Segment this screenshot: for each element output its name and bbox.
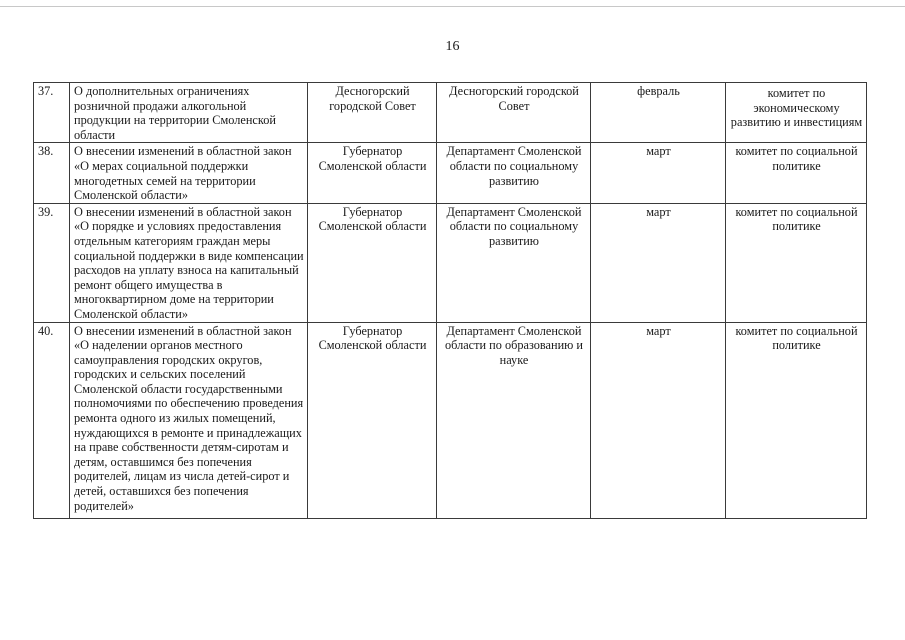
table-row (34, 322, 867, 518)
row-number: 38. (34, 143, 70, 203)
bill-title: О внесении изменений в областной закон «О наделении органов местного самоуправления городских округов, городских и сельских поселений Смоленской области государственными полномочиями по обеспечению проведения ремонта одного из жилых помещений, нуждающихся в ремонте и принадлежащих на праве собственности детям-сиротам и детям, оставшимся без попечения родителей, лицам из числа детей-сирот и детей, оставшихся без попечения родителей» (70, 322, 308, 518)
term-cell: февраль (591, 83, 726, 143)
committee-cell: комитет по социальной политике (726, 143, 867, 203)
row-number: 37. (34, 83, 70, 143)
row-number: 39. (34, 203, 70, 322)
committee-cell (726, 83, 867, 143)
term-cell: март (591, 322, 726, 518)
committee-cell: комитет по социальной политике (726, 322, 867, 518)
bill-title: О внесении изменений в областной закон «О порядке и условиях предоставления отдельным категориям граждан меры социальной поддержки в виде компенсации расходов на уплату взноса на капитальный ремонт общего имущества в многоквартирном доме на территории Смоленской области» (70, 203, 308, 322)
term-cell: март (591, 143, 726, 203)
committee-cell: комитет по социальной политике (726, 203, 867, 322)
row-number: 40. (34, 322, 70, 518)
table-row (34, 143, 867, 203)
developer-cell: Департамент Смоленской области по социальному развитию (437, 203, 591, 322)
term-cell: март (591, 203, 726, 322)
table-row (34, 83, 867, 143)
scan-edge-line (0, 6, 905, 7)
committee-text: комитет по экономическому развитию и инвестициям (730, 86, 863, 130)
table-row (34, 203, 867, 322)
initiator-cell: Губернатор Смоленской области (308, 203, 437, 322)
page-number: 16 (445, 39, 460, 54)
initiator-cell: Губернатор Смоленской области (308, 322, 437, 518)
initiator-cell: Губернатор Смоленской области (308, 143, 437, 203)
developer-cell: Департамент Смоленской области по социальному развитию (437, 143, 591, 203)
developer-cell: Департамент Смоленской области по образованию и науке (437, 322, 591, 518)
developer-cell: Десногорский городской Совет (437, 83, 591, 143)
legislative-plan-table (33, 82, 867, 519)
bill-title: О дополнительных ограничениях розничной продажи алкогольной продукции на территории Смоленской области (70, 83, 308, 143)
bill-title: О внесении изменений в областной закон «О мерах социальной поддержки многодетных семей на территории Смоленской области» (70, 143, 308, 203)
initiator-cell: Десногорский городской Совет (308, 83, 437, 143)
